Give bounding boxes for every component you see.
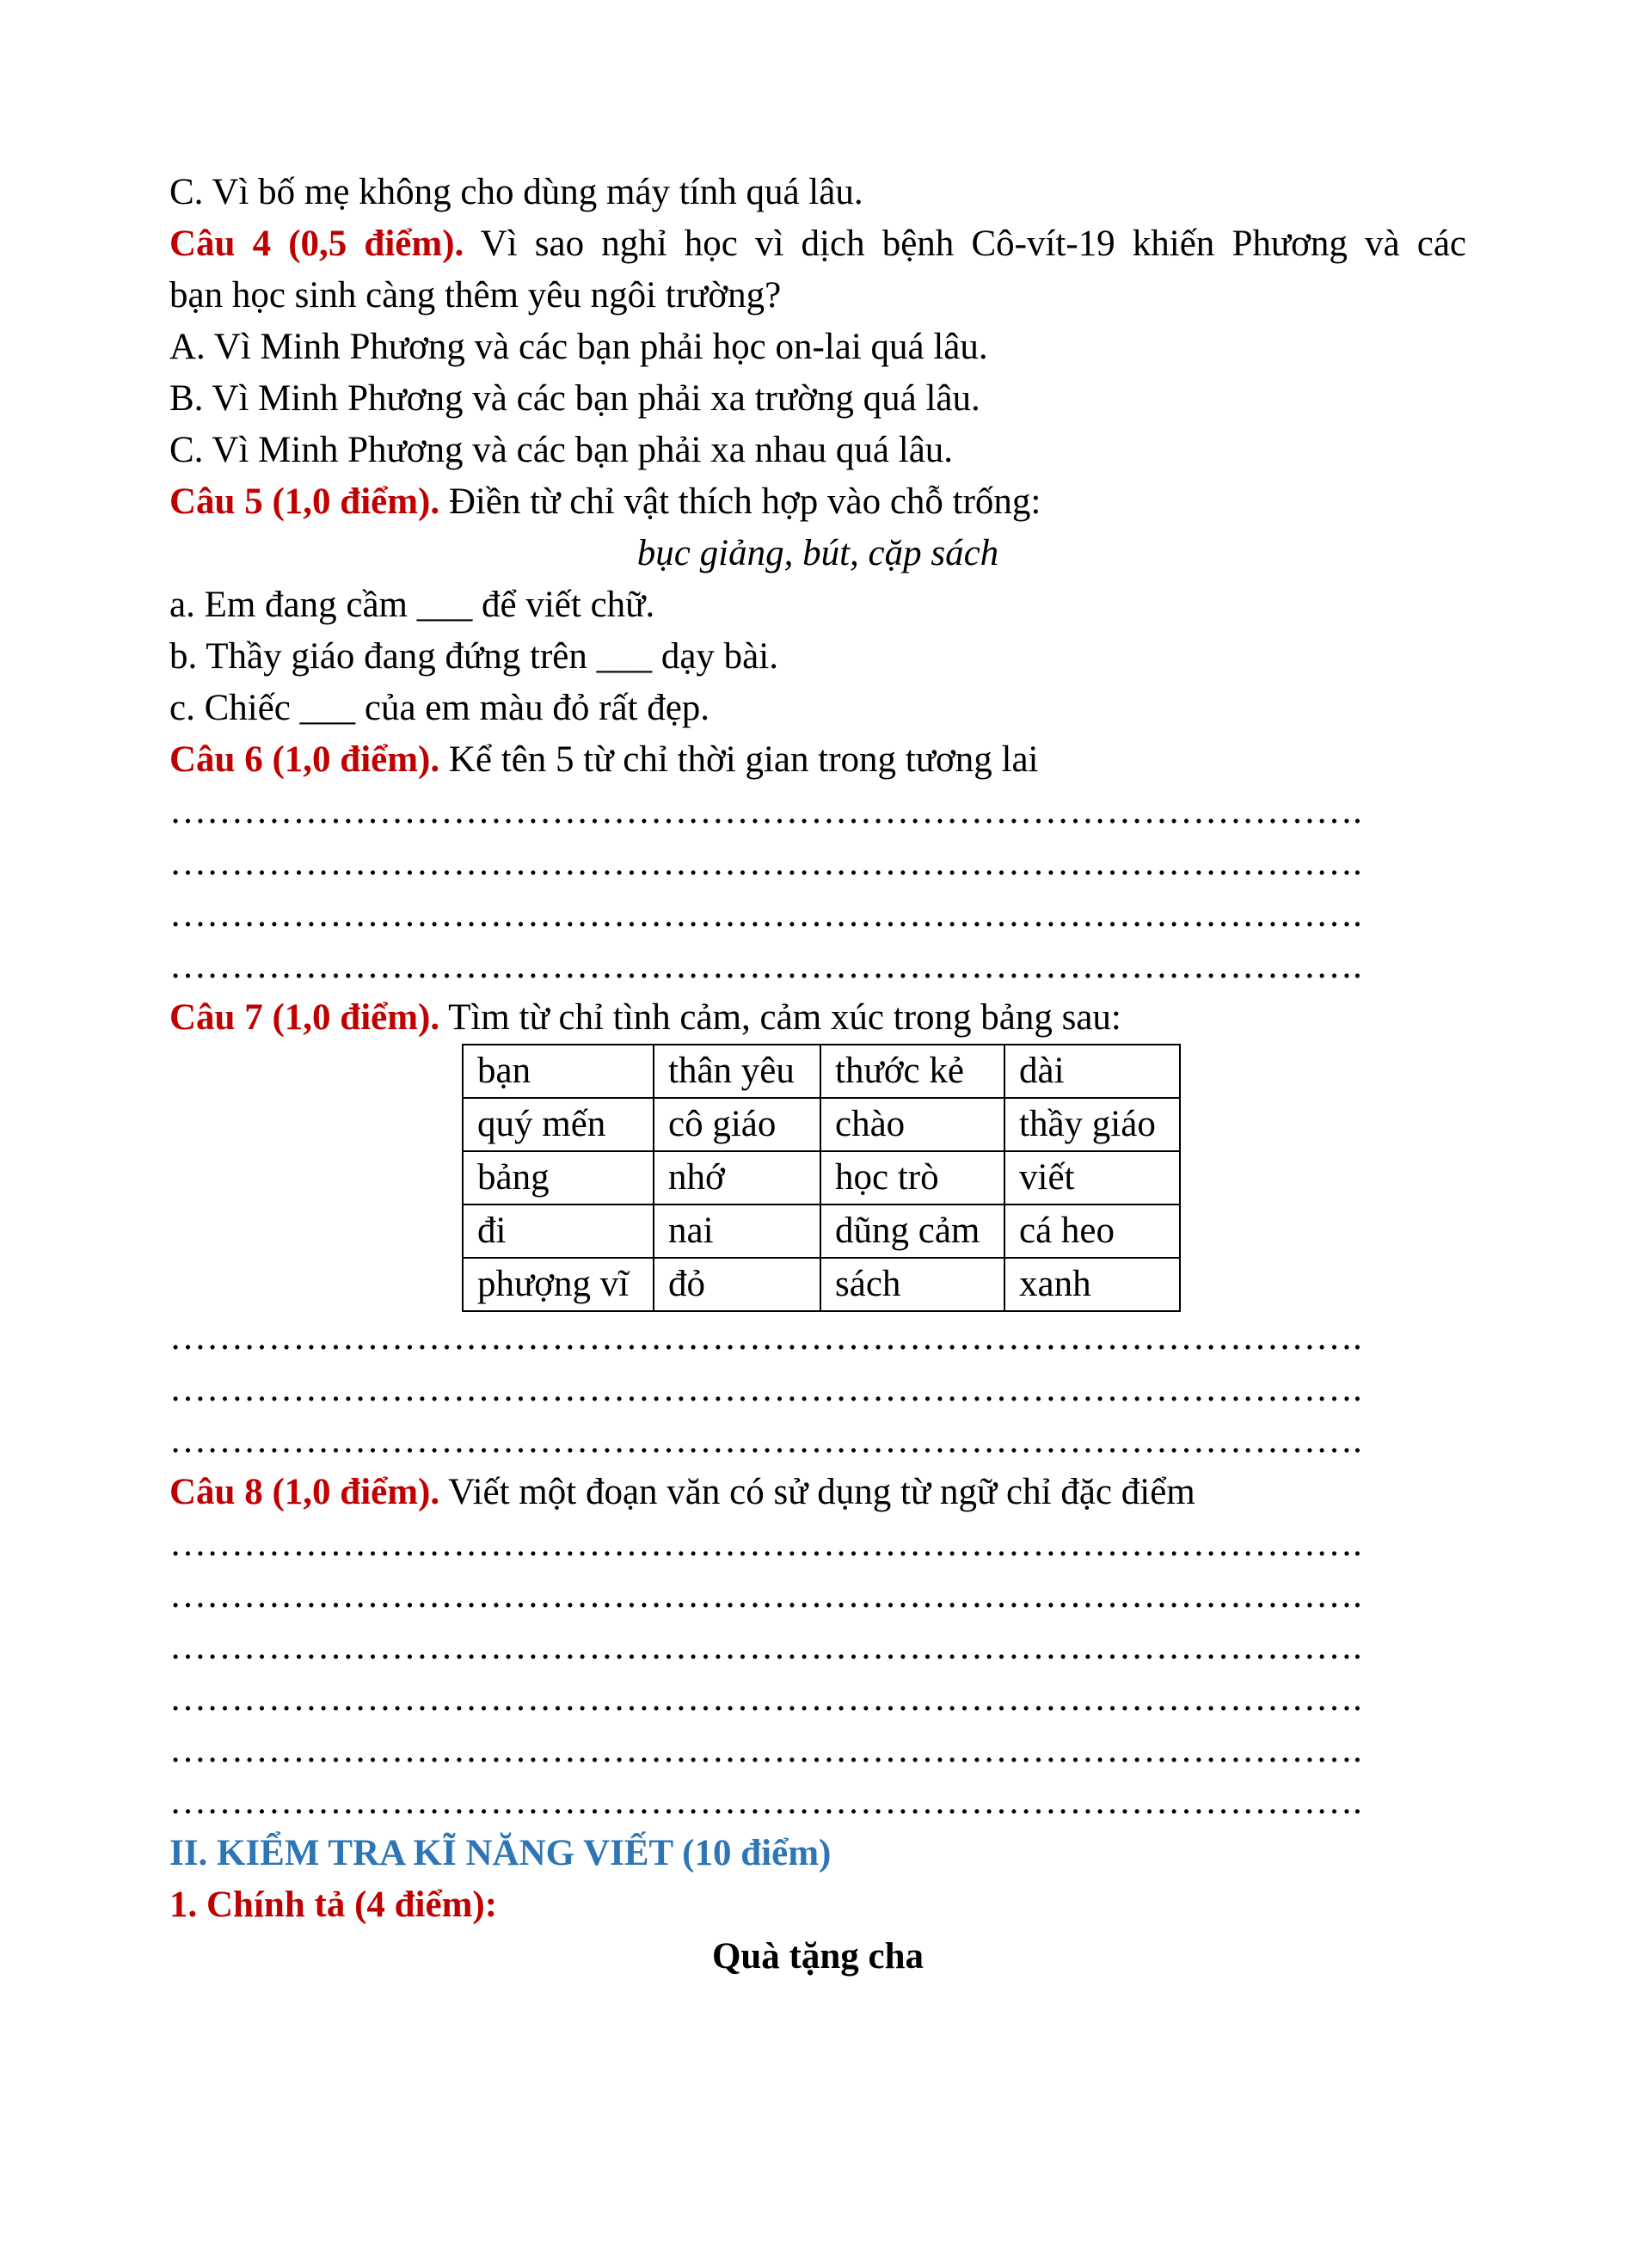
q8-question [169,1467,1466,1518]
q5-question-text: Điền từ chỉ vật thích hợp vào chỗ trống: [439,481,1041,522]
answer-line: ……………………………………………………………………………………. [169,1420,1362,1461]
q5-item-b: b. Thầy giáo đang đứng trên ___ dạy bài. [169,636,778,677]
answer-line: ……………………………………………………………………………………. [169,894,1362,935]
document-page [169,167,1466,1983]
q7-word-table [462,1044,1181,1312]
table-row [463,1151,1180,1204]
q4-label: Câu 4 (0,5 điểm). [169,224,464,264]
table-cell: phượng vĩ [463,1258,654,1311]
q8-label: Câu 8 (1,0 điểm). [169,1472,440,1512]
table-cell: sách [820,1258,1004,1311]
q7-question-text: Tìm từ chỉ tình cảm, cảm xúc trong bảng sau: [439,997,1121,1038]
q4-question-text: Vì sao nghỉ học vì dịch bệnh Cô-vít-19 khiến Phương và các [464,224,1467,264]
table-row [463,1204,1180,1258]
q4-option-c: C. Vì Minh Phương và các bạn phải xa nhau quá lâu. [169,430,954,470]
table-cell: thân yêu [654,1045,820,1098]
table-row [463,1258,1180,1311]
table-cell: nai [654,1204,820,1258]
answer-line: ……………………………………………………………………………………. [169,1678,1362,1719]
q8-question-text: Viết một đoạn văn có sử dụng từ ngữ chỉ đặc điểm [439,1472,1195,1512]
q7-question [169,992,1466,1044]
answer-line: ……………………………………………………………………………………. [169,1317,1362,1358]
table-cell: bảng [463,1151,654,1204]
q4-option-a: A. Vì Minh Phương và các bạn phải học on-lai quá lâu. [169,327,988,367]
table-cell: bạn [463,1045,654,1098]
answer-line: ……………………………………………………………………………………. [169,1369,1362,1409]
q5-item-a: a. Em đang cầm ___ để viết chữ. [169,585,655,625]
answer-line: ……………………………………………………………………………………. [169,946,1362,986]
answer-line: ……………………………………………………………………………………. [169,1730,1362,1770]
answer-line: ……………………………………………………………………………………. [169,791,1362,831]
q3-option-c: C. Vì bố mẹ không cho dùng máy tính quá lâu. [169,172,863,212]
section-2-subtitle: 1. Chính tả (4 điểm): [169,1885,498,1925]
q6-label: Câu 6 (1,0 điểm). [169,739,440,780]
table-cell: quý mến [463,1098,654,1151]
q5-label: Câu 5 (1,0 điểm). [169,481,440,522]
q5-question [169,476,1466,528]
table-cell: nhớ [654,1151,820,1204]
table-cell: viết [1004,1151,1180,1204]
answer-line: ……………………………………………………………………………………. [169,843,1362,883]
q5-item-c: c. Chiếc ___ của em màu đỏ rất đẹp. [169,688,710,728]
table-cell: đi [463,1204,654,1258]
q4-option-b: B. Vì Minh Phương và các bạn phải xa trường quá lâu. [169,378,980,419]
q6-question [169,734,1466,786]
table-row [463,1098,1180,1151]
table-cell: thầy giáo [1004,1098,1180,1151]
passage-title: Quà tặng cha [711,1936,924,1977]
table-row [463,1045,1180,1098]
table-cell: xanh [1004,1258,1180,1311]
q5-word-bank: bục giảng, bút, cặp sách [636,533,999,573]
section-2-title: II. KIỂM TRA KĨ NĂNG VIẾT (10 điểm) [169,1833,832,1873]
table-cell: dũng cảm [820,1204,1004,1258]
table-cell: học trò [820,1151,1004,1204]
table-cell: chào [820,1098,1004,1151]
answer-line: ……………………………………………………………………………………. [169,1627,1362,1667]
answer-line: ……………………………………………………………………………………. [169,1523,1362,1564]
answer-line: ……………………………………………………………………………………. [169,1781,1362,1822]
table-cell: dài [1004,1045,1180,1098]
table-cell: cô giáo [654,1098,820,1151]
table-cell: đỏ [654,1258,820,1311]
q6-question-text: Kể tên 5 từ chỉ thời gian trong tương lai [439,739,1039,780]
q7-label: Câu 7 (1,0 điểm). [169,997,440,1038]
q4-question-line2: bạn học sinh càng thêm yêu ngôi trường? [169,275,782,316]
q4-question-line1 [169,218,1466,270]
answer-line: ……………………………………………………………………………………. [169,1575,1362,1615]
table-cell: thước kẻ [820,1045,1004,1098]
table-cell: cá heo [1004,1204,1180,1258]
